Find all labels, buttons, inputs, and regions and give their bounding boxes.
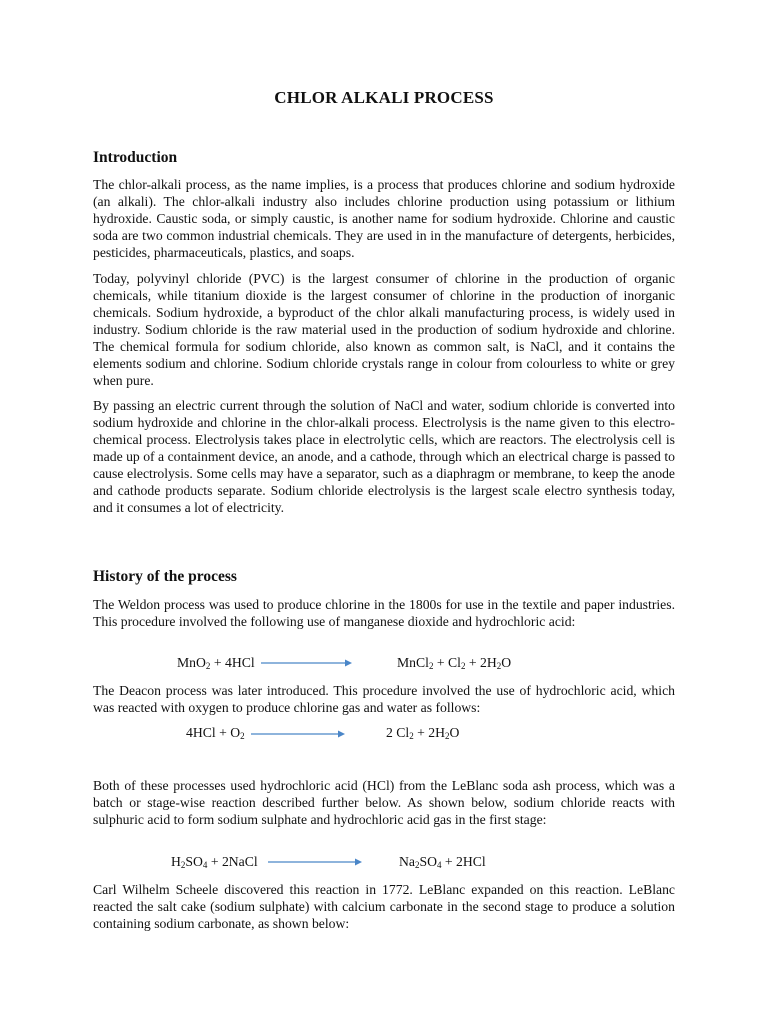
deacon-equation-products: 2 $Cl_2 + 2H_2O$: [386, 725, 460, 741]
deacon-equation-reactants: $4HCl + O_2$: [186, 725, 245, 741]
history-paragraph-1: The Weldon process was used to produce chlorine in the 1800s for use in the textile and paper industries. This procedure involved the following use of manganese dioxide and hydrochloric acid:: [93, 597, 675, 629]
document-title: CHLOR ALKALI PROCESS: [274, 88, 494, 107]
leblanc-equation-reactants: $H_2SO_4$ + 2NaCl: [171, 854, 258, 870]
intro-paragraph-2: Today, polyvinyl chloride (PVC) is the largest consumer of chlorine in the production of organic chemicals, while titanium dioxide is the largest consumer of chlorine in the production of inorganic chemicals. Sodium hydroxide, a byproduct of the chlor alkali manufacturing process, is widely used in industry. Sodium chloride is the raw material used in the production of sodium hydroxide and chlorine. The chemical formula for sodium chloride, also known as common salt, is NaCl, and it contains the elements sodium and chlorine. Sodium chloride crystals range in colour from colourless to white or grey when pure.: [93, 271, 675, 388]
intro-paragraph-3: By passing an electric current through the solution of NaCl and water, sodium chloride is converted into sodium hydroxide and chlorine in the chlor-alkali process. Electrolysis is the name given to this electro-chemical process. Electrolysis takes place in electrolytic cells, which are reactors. The electrolysis cell is made up of a containment device, an anode, and a cathode, through which an electrical charge is passed to cause electrolysis. Some cells may have a separator, such as a diaphragm or membrane, to keep the anode and cathode products separate. Sodium chloride electrolysis is the largest scale electro synthesis today, and it consumes a lot of electricity.: [93, 398, 675, 515]
history-paragraph-3: Both of these processes used hydrochloric acid (HCl) from the LeBlanc soda ash process, which was a batch or stage-wise reaction described further below. As shown below, sodium chloride reacts with sulphuric acid to form sodium sulphate and hydrochloric acid gas in the first stage:: [93, 778, 675, 827]
weldon-equation-reactants: MnO$_2$ + 4HCl: [177, 655, 255, 671]
leblanc-equation-products: $Na_2SO_4 + 2HCl$: [399, 854, 486, 870]
reaction-arrow: [268, 857, 363, 867]
reaction-arrow: [261, 658, 353, 668]
history-paragraph-4: Carl Wilhelm Scheele discovered this reaction in 1772. LeBlanc expanded on this reaction. LeBlanc reacted the salt cake (sodium sulphate) with calcium carbonate in the second stage to produce a solution containing sodium carbonate, as shown below:: [93, 882, 675, 931]
heading-introduction: Introduction: [93, 149, 178, 166]
heading-history: History of the process: [93, 568, 237, 585]
weldon-equation-products: MnCl$_2$ + $Cl_2 + 2H_2O$: [397, 655, 512, 671]
history-paragraph-2: The Deacon process was later introduced. This procedure involved the use of hydrochloric acid, which was reacted with oxygen to produce chlorine gas and water as follows:: [93, 683, 675, 715]
intro-paragraph-1: The chlor-alkali process, as the name implies, is a process that produces chlorine and sodium hydroxide (an alkali). The chlor-alkali industry also includes chlorine production using potassium or lithium hydroxide. Caustic soda, or simply caustic, is another name for sodium hydroxide. Chlorine and caustic soda are two common industrial chemicals. They are used in in the manufacture of detergents, herbicides, pesticides, pharmaceuticals, plastics, and soaps.: [93, 177, 675, 260]
reaction-arrow: [251, 729, 346, 739]
